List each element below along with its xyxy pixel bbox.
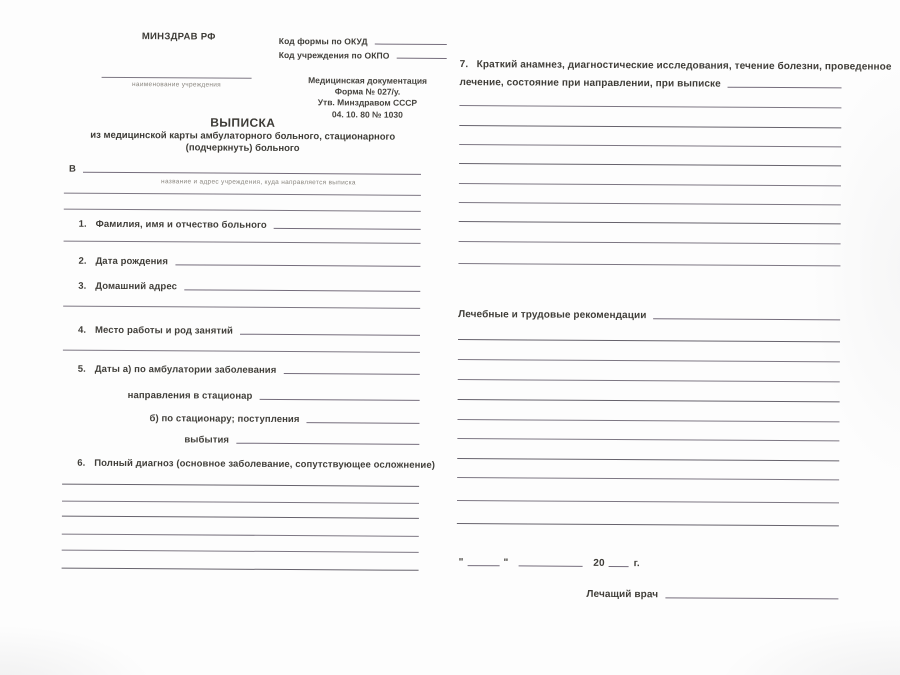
field-hospital-admission-blank-line: [307, 421, 420, 424]
field-dates-outpatient: [78, 361, 420, 377]
addressee-caption: название и адрес учреждения, куда направляется выписка: [161, 178, 356, 187]
addressee-field: [69, 161, 421, 177]
field-workplace-extra-line: [63, 350, 420, 353]
anamnesis-blank-line-9: [458, 263, 840, 266]
date-field: [459, 554, 829, 570]
field-patient-name-number: 1.: [78, 218, 87, 230]
date-year-blank-line: [609, 565, 629, 567]
date-century: 20: [593, 557, 605, 569]
recommendations-blank-line-9: [457, 500, 839, 503]
anamnesis-blank-line-3: [459, 144, 841, 147]
institution-name-caption: наименование учреждения: [132, 81, 222, 89]
doc-classification-block: [299, 75, 435, 121]
date-close-quote: ": [503, 557, 509, 569]
anamnesis-blank-line-1: [459, 105, 841, 108]
field-referral-to-hospital-blank-line: [259, 398, 419, 401]
field-anamnesis-line2: [460, 74, 842, 90]
field-full-diagnosis: [77, 455, 436, 471]
ministry-heading: МИНЗДРАВ РФ: [141, 31, 216, 43]
anamnesis-blank-line-4: [459, 163, 841, 166]
field-anamnesis-label-line2: лечение, состояние при направлении, при выписке: [459, 77, 721, 90]
field-patient-name-label: Фамилия, имя и отчество больного: [95, 218, 267, 231]
field-anamnesis: [459, 56, 892, 73]
field-discharge-date-blank-line: [236, 442, 419, 445]
attending-doctor-field: [586, 586, 838, 602]
anamnesis-blank-line-8: [459, 241, 841, 244]
institution-name-blank-line: [102, 77, 252, 79]
addressee-blank-line: [83, 171, 421, 175]
diagnosis-blank-line-2: [62, 501, 419, 504]
recommendations-blank-line-2: [458, 359, 840, 362]
attending-doctor-blank-line: [665, 596, 838, 599]
field-birth-date-label: Дата рождения: [95, 255, 169, 268]
form-subtitle-line1: из медицинской карты амбулаторного больного, стационарного: [90, 129, 396, 143]
doc-classification-line4: 04. 10. 80 № 1030: [331, 108, 403, 120]
field-dates-number: 5.: [77, 363, 86, 375]
field-birth-date-blank-line: [175, 263, 420, 266]
doc-classification-line2: Форма № 027/у.: [334, 86, 401, 97]
date-day-blank-line: [467, 564, 499, 566]
date-year-suffix: г.: [633, 558, 640, 570]
field-home-address: [78, 278, 420, 294]
field-full-diagnosis-label: Полный диагноз (основное заболевание, сопутствующее осложнение): [94, 457, 436, 471]
field-discharge-date: [184, 431, 419, 446]
recommendations-blank-line-10: [457, 523, 839, 526]
field-referral-to-hospital: [128, 387, 420, 403]
field-workplace-blank-line: [240, 333, 420, 336]
okpo-code-label: Код учреждения по ОКПО: [278, 49, 390, 61]
field-hospital-admission: [149, 410, 419, 426]
recommendations-blank-line-5: [457, 419, 839, 422]
diagnosis-blank-line-1: [62, 484, 419, 487]
form-subtitle-line2: (подчеркнуть) больного: [185, 142, 300, 155]
field-anamnesis-number: 7.: [459, 59, 469, 71]
diagnosis-blank-line-4: [62, 534, 419, 537]
field-workplace-number: 4.: [78, 324, 87, 336]
recommendations-blank-line-6: [457, 438, 839, 441]
field-recommendations: [458, 306, 840, 322]
recommendations-blank-line-4: [458, 399, 840, 402]
field-home-address-extra-line: [63, 306, 420, 309]
addressee-prefix: В: [68, 163, 77, 175]
field-birth-date-number: 2.: [78, 255, 87, 267]
field-hospital-admission-label: б) по стационару; поступления: [149, 413, 300, 426]
okpo-code-field: [279, 47, 447, 61]
field-referral-to-hospital-label: направления в стационар: [127, 390, 253, 402]
field-dates-outpatient-label: Даты а) по амбулатории заболевания: [94, 363, 277, 376]
okud-code-label: Код формы по ОКУД: [278, 35, 368, 47]
field-anamnesis-label-line1: Краткий анамнез, диагностические исследования, течение болезни, проведенное: [476, 59, 892, 73]
okpo-code-blank-line: [396, 57, 446, 59]
field-patient-name: [79, 216, 421, 232]
anamnesis-blank-line-5: [459, 183, 841, 186]
field-patient-name-extra-line: [64, 241, 421, 244]
field-home-address-number: 3.: [78, 280, 87, 292]
diagnosis-blank-line-3: [62, 516, 419, 519]
okud-code-field: [279, 33, 447, 47]
date-open-quote: ": [458, 557, 464, 569]
field-dates-outpatient-blank-line: [283, 372, 419, 375]
recommendations-blank-line-1: [458, 339, 840, 342]
field-birth-date: [78, 253, 420, 269]
diagnosis-blank-line-6: [62, 568, 419, 571]
recommendations-blank-line-3: [458, 379, 840, 382]
field-workplace: [78, 322, 420, 338]
anamnesis-blank-line-6: [459, 202, 841, 205]
date-month-blank-line: [518, 564, 582, 566]
anamnesis-blank-line-2: [459, 125, 841, 128]
form-title: ВЫПИСКА: [210, 115, 276, 130]
okud-code-blank-line: [375, 43, 447, 45]
field-home-address-label: Домашний адрес: [95, 280, 178, 293]
field-home-address-blank-line: [184, 288, 420, 291]
anamnesis-blank-line-7: [459, 221, 841, 224]
field-workplace-label: Место работы и род занятий: [95, 324, 234, 337]
field-anamnesis-blank-line: [728, 86, 842, 89]
field-patient-name-blank-line: [274, 227, 421, 230]
addressee-extra-line-2: [64, 209, 421, 212]
field-discharge-date-label: выбытия: [184, 434, 230, 446]
diagnosis-blank-line-5: [62, 550, 419, 553]
doc-classification-line3: Утв. Минздравом СССР: [317, 97, 418, 109]
field-full-diagnosis-number: 6.: [77, 457, 86, 469]
addressee-extra-line-1: [64, 193, 421, 196]
recommendations-blank-line-8: [457, 477, 839, 480]
recommendations-blank-line-7: [457, 458, 839, 461]
doc-classification-line1: Медицинская документация: [308, 75, 428, 86]
field-recommendations-blank-line: [653, 317, 840, 320]
attending-doctor-label: Лечащий врач: [586, 588, 659, 601]
field-recommendations-label: Лечебные и трудовые рекомендации: [458, 309, 647, 322]
